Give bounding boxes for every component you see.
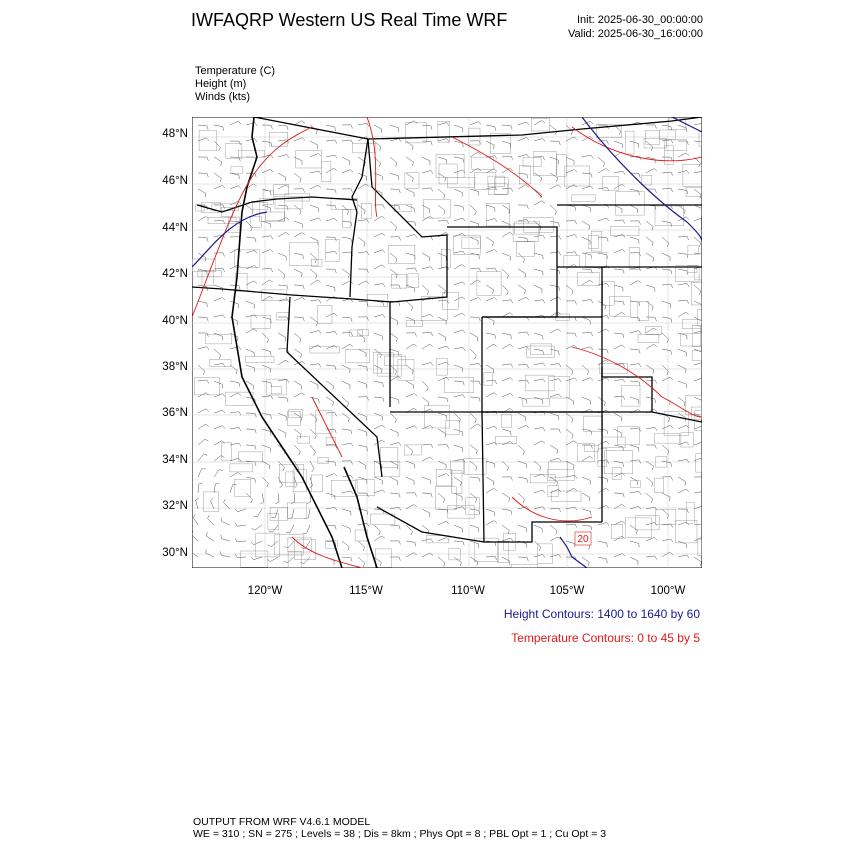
footer-config: WE = 310 ; SN = 275 ; Levels = 38 ; Dis = 8km ; Phys Opt = 8 ; PBL Opt = 1 ; Cu Opt = 3: [193, 828, 607, 840]
lon-label-110: 110°W: [451, 585, 485, 597]
contour-label: 20: [577, 534, 589, 545]
lat-label-36: 36°N: [162, 407, 188, 419]
variable-winds: Winds (kts): [195, 91, 250, 103]
footer-model: OUTPUT FROM WRF V4.6.1 MODEL: [193, 816, 371, 828]
lat-label-42: 42°N: [162, 268, 188, 280]
variable-height: Height (m): [195, 78, 247, 90]
lat-label-38: 38°N: [162, 361, 188, 373]
lat-label-34: 34°N: [162, 454, 188, 466]
lat-label-46: 46°N: [162, 175, 188, 187]
variable-temperature: Temperature (C): [195, 65, 276, 77]
lon-label-115: 115°W: [349, 585, 383, 597]
contour-label-box: [575, 532, 591, 545]
temperature-legend: Temperature Contours: 0 to 45 by 5: [511, 631, 700, 645]
lat-label-40: 40°N: [162, 315, 188, 327]
height-legend: Height Contours: 1400 to 1640 by 60: [503, 607, 700, 621]
init-time: Init: 2025-06-30_00:00:00: [577, 14, 703, 26]
map-panel: [192, 117, 702, 568]
lon-label-105: 105°W: [549, 585, 585, 597]
run-times: [568, 13, 703, 41]
variable-list: [195, 65, 275, 104]
lon-label-100: 100°W: [650, 585, 686, 597]
lat-label-48: 48°N: [162, 128, 188, 140]
lat-label-32: 32°N: [162, 500, 188, 512]
valid-time: Valid: 2025-06-30_16:00:00: [568, 28, 703, 40]
map-title: IWFAQRP Western US Real Time WRF: [191, 10, 508, 30]
lat-label-30: 30°N: [162, 547, 188, 559]
model-footer: [193, 816, 606, 840]
lat-label-44: 44°N: [162, 222, 188, 234]
map-frame: [192, 117, 702, 568]
lon-label-120: 120°W: [247, 585, 283, 597]
